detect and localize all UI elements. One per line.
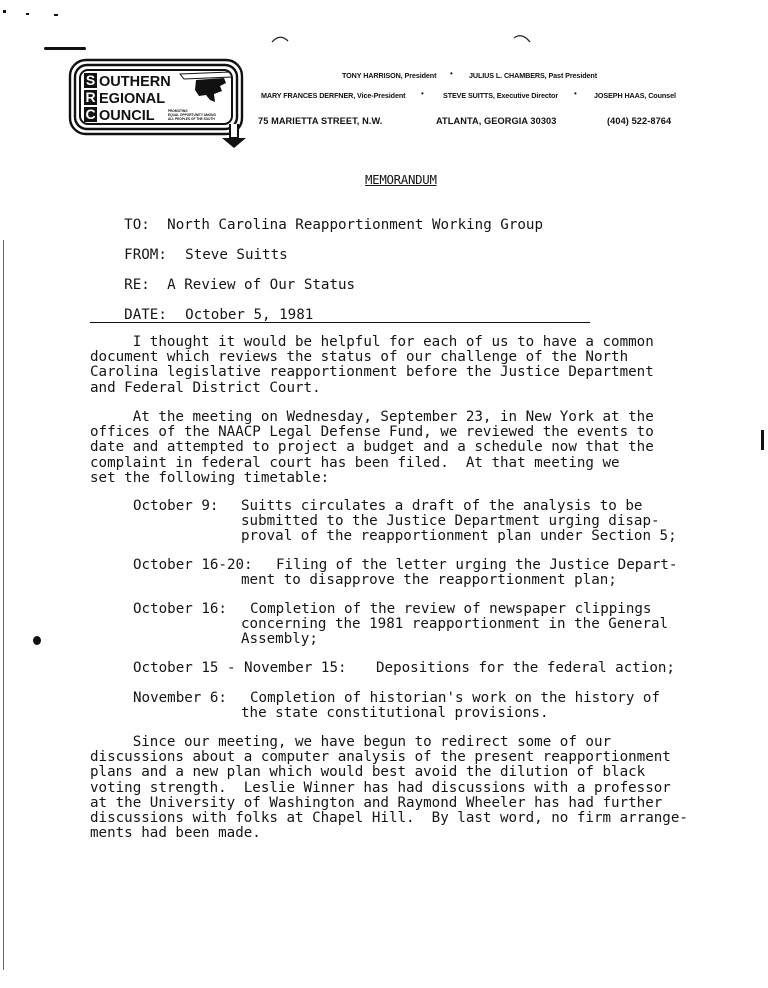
to-label: TO: <box>124 217 150 233</box>
officer-bullet: • <box>450 69 453 78</box>
header-divider <box>90 322 590 323</box>
date-value: October 5, 1981 <box>185 307 314 323</box>
logo-word-council: OUNCIL <box>99 108 155 124</box>
punch-hole-left <box>270 34 290 44</box>
logo-tagline-1: PROMOTING <box>168 109 188 113</box>
date-label: DATE: <box>124 307 167 323</box>
logo-tagline-2: EQUAL OPPORTUNITY AMONG <box>168 113 216 117</box>
punch-hole-right <box>512 34 532 44</box>
phone-number: (404) 522-8764 <box>607 116 672 126</box>
city-state-zip: ATLANTA, GEORGIA 30303 <box>436 116 557 126</box>
scan-mark-top-left <box>3 10 6 13</box>
timetable-item: Suitts circulates a draft of the analysis to be submitted to the Justice Department urging disap- proval of the reapportionment plan under Section 5; <box>241 498 677 545</box>
timetable-date: October 15 - November 15: <box>133 660 347 676</box>
officer-bullet: • <box>421 89 424 98</box>
south-map-icon <box>195 78 226 102</box>
logo-letter-c: C <box>85 106 96 122</box>
timetable-date: October 16-20: <box>133 557 253 573</box>
paragraph-meeting: At the meeting on Wednesday, September 23, in New York at the offices of the NAACP Legal Defense Fund, we reviewed the events to date and attempted to project a budget and a schedule now that the complaint in federal court has been filed. At that meeting we set the following timetable: <box>90 409 654 486</box>
timetable-item: Completion of historian's work on the history of the state constitutional provisions. <box>241 690 660 722</box>
officer-executive-director: STEVE SUITTS, Executive Director <box>443 91 559 100</box>
pen-stroke <box>44 47 86 50</box>
officer-counsel: JOSEPH HAAS, Counsel <box>594 91 676 100</box>
scan-mark-top-left-3 <box>54 14 58 16</box>
logo-letter-s: S <box>85 72 96 88</box>
to-value: North Carolina Reapportionment Working Group <box>167 217 544 233</box>
timetable-item: Completion of the review of newspaper clippings concerning the 1981 reapportionment in the General Assembly; <box>241 601 669 648</box>
paragraph-intro: I thought it would be helpful for each of us to have a common document which reviews the status of our challenge of the North Carolina legislative reapportionment before the Justice Department and Federal District Court. <box>90 334 654 396</box>
left-edge-line <box>3 240 4 970</box>
timetable-date: November 6: <box>133 690 227 706</box>
logo-letter-r: R <box>85 89 96 105</box>
re-value: A Review of Our Status <box>167 277 356 293</box>
logo-tagline-3: ALL PEOPLES OF THE SOUTH <box>168 117 215 121</box>
logo-graphic <box>68 58 260 150</box>
timetable-date: October 16: <box>133 601 227 617</box>
timetable-date: October 9: <box>133 498 219 514</box>
scan-mark-top-left-2 <box>26 13 29 15</box>
ink-dot <box>33 636 41 645</box>
officer-bullet: • <box>574 89 577 98</box>
timetable-item: Depositions for the federal action; <box>376 660 675 676</box>
paragraph-update: Since our meeting, we have begun to redirect some of our discussions about a computer analysis of the present reapportionment plans and a new plan which would best avoid the dilution of black voting strength. Leslie Winner has had discussions with a professor at the University of Washington and Raymond Wheeler has had further discussions with folks at Chapel Hill. By last word, no firm arrange- ments had been made. <box>90 734 688 842</box>
from-value: Steve Suitts <box>185 247 288 263</box>
date-line <box>90 291 313 339</box>
src-logo <box>68 58 260 150</box>
from-label: FROM: <box>124 247 167 263</box>
re-label: RE: <box>124 277 150 293</box>
logo-word-southern: OUTHERN <box>99 74 171 90</box>
memo-title: MEMORANDUM <box>365 172 437 187</box>
timetable-item: Filing of the letter urging the Justice Depart- ment to disapprove the reapportionment plan; <box>241 557 678 589</box>
officer-president: TONY HARRISON, President <box>342 71 437 80</box>
margin-bar <box>761 430 764 450</box>
street-address: 75 MARIETTA STREET, N.W. <box>258 116 383 126</box>
logo-word-regional: EGIONAL <box>99 91 166 107</box>
officer-vice-president: MARY FRANCES DERFNER, Vice-President <box>261 91 406 100</box>
officer-past-president: JULIUS L. CHAMBERS, Past President <box>469 71 597 80</box>
